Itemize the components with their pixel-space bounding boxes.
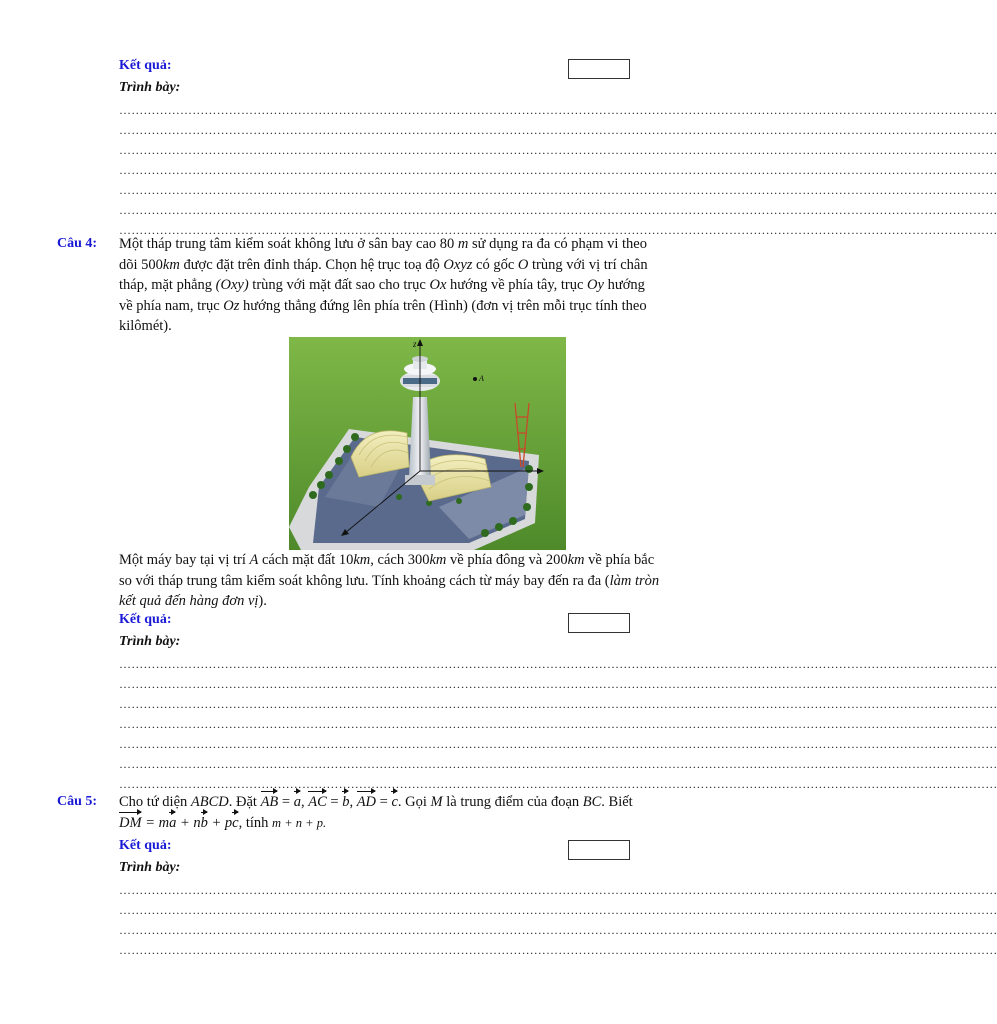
q4-result-label: Kết quả: [119, 612, 172, 627]
q3-answer-line[interactable]: ……………………………………………………………………………………………………………………………………………………………………………………………… [119, 203, 997, 217]
q4-answer-line[interactable]: ……………………………………………………………………………………………………………………………………………………………………………………………… [119, 737, 997, 751]
q3-answer-line[interactable]: ……………………………………………………………………………………………………………………………………………………………………………………………… [119, 103, 997, 117]
q4-answer-line[interactable]: ……………………………………………………………………………………………………………………………………………………………………………………………… [119, 677, 997, 691]
q3-answer-line[interactable]: ……………………………………………………………………………………………………………………………………………………………………………………………… [119, 223, 997, 237]
q4-work-label: Trình bày: [119, 634, 181, 649]
q5-label: Câu 5: [57, 794, 98, 809]
q3-answer-box[interactable] [568, 59, 630, 79]
q4-answer-box[interactable] [568, 613, 630, 633]
q4-answer-line[interactable]: ……………………………………………………………………………………………………………………………………………………………………………………………… [119, 777, 997, 791]
q4-statement: Một tháp trung tâm kiểm soát không lưu ở sân bay cao 80 m sử dụng ra đa có phạm vi theo dõi 500km được đặt trên đỉnh tháp. Chọn hệ trục toạ độ Oxyz có gốc O trùng với vị trí chân tháp, mặt phẳng (Oxy) trùng với mặt đất sao cho trục Ox hướng về phía tây, trục Oy hướng về phía nam, trục Oz hướng thẳng đứng lên phía trên (Hình) (đơn vị trên mỗi trục tính theo kilômét). [119, 236, 648, 334]
q5-answer-box[interactable] [568, 840, 630, 860]
q5-statement: Cho tứ diện ABCD. Đặt AB = a, AC = b, AD = c. Gọi M là trung điểm của đoạn BC. Biết DM = ma + nb + pc, tính m + n + p. [119, 792, 737, 833]
q4-answer-line[interactable]: ……………………………………………………………………………………………………………………………………………………………………………………………… [119, 757, 997, 771]
q5-result-label: Kết quả: [119, 838, 172, 853]
q3-result-label: Kết quả: [119, 58, 172, 73]
q3-answer-line[interactable]: ……………………………………………………………………………………………………………………………………………………………………………………………… [119, 143, 997, 157]
q4-label: Câu 4: [57, 236, 98, 251]
q5-answer-line[interactable]: ……………………………………………………………………………………………………………………………………………………………………………………………… [119, 923, 997, 937]
z-axis-label: z [413, 339, 417, 349]
q5-answer-line[interactable]: ……………………………………………………………………………………………………………………………………………………………………………………………… [119, 883, 997, 897]
airport-illustration [289, 337, 566, 550]
q4-answer-line[interactable]: ……………………………………………………………………………………………………………………………………………………………………………………………… [119, 657, 997, 671]
q5-work-label: Trình bày: [119, 860, 181, 875]
q4-answer-line[interactable]: ……………………………………………………………………………………………………………………………………………………………………………………………… [119, 697, 997, 711]
airport-tower-figure [289, 337, 566, 550]
point-a-label: A [479, 374, 484, 383]
q3-answer-line[interactable]: ……………………………………………………………………………………………………………………………………………………………………………………………… [119, 183, 997, 197]
q4-answer-line[interactable]: ……………………………………………………………………………………………………………………………………………………………………………………………… [119, 717, 997, 731]
q3-answer-line[interactable]: ……………………………………………………………………………………………………………………………………………………………………………………………… [119, 123, 997, 137]
q4-question: Một máy bay tại vị trí A cách mặt đất 10km, cách 300km về phía đông và 200km về phía bắc so với tháp trung tâm kiểm soát không lưu. Tính khoảng cách từ máy bay đến ra đa (làm tròn kết quả đến hàng đơn vị). [119, 552, 660, 609]
q5-answer-line[interactable]: ……………………………………………………………………………………………………………………………………………………………………………………………… [119, 903, 997, 917]
q3-answer-line[interactable]: ……………………………………………………………………………………………………………………………………………………………………………………………… [119, 163, 997, 177]
q5-answer-line[interactable]: ……………………………………………………………………………………………………………………………………………………………………………………………… [119, 943, 997, 957]
q3-work-label: Trình bày: [119, 80, 181, 95]
